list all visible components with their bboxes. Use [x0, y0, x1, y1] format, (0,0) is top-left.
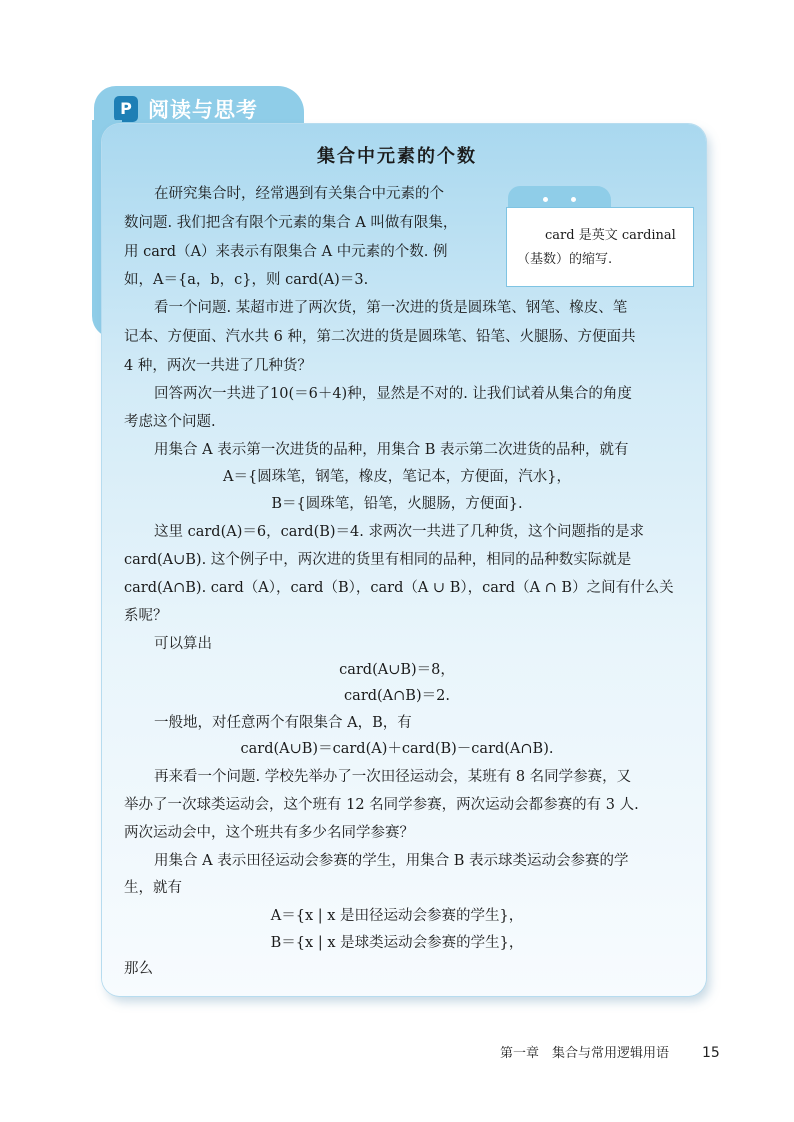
body-line: 这里 card(A)＝6，card(B)＝4. 求两次一共进了几种货，这个问题指的是求 [154, 524, 644, 540]
body-line: card(A∪B). 这个例子中，两次进的货里有相同的品种，相同的品种数实际就是 [124, 552, 632, 568]
page-number: 15 [702, 1045, 720, 1061]
body-line: 在研究集合时，经常遇到有关集合中元素的个 [154, 186, 444, 202]
article-title: 集合中元素的个数 [317, 146, 477, 167]
body-line: 考虑这个问题. [124, 414, 216, 430]
body-line: 如，A＝{a，b，c}，则 card(A)＝3. [124, 272, 369, 288]
body-line: 举办了一次球类运动会，这个班有 12 名同学参赛，两次运动会都参赛的有 3 人. [124, 797, 639, 813]
margin-note [506, 207, 694, 287]
body-line: 回答两次一共进了10(＝6＋4)种，显然是不对的. 让我们试着从集合的角度 [154, 386, 632, 402]
note-text [517, 224, 676, 272]
body-line: 可以算出 [154, 636, 212, 652]
formula-line: A＝{圆珠笔，钢笔，橡皮，笔记本，方便面，汽水}， [223, 469, 571, 485]
note-line: card 是英文 cardinal [545, 228, 676, 243]
note-line: （基数）的缩写. [517, 252, 613, 267]
formula-line: card(A∩B)＝2. [344, 688, 450, 704]
body-line: 4 种，两次一共进了几种货？ [124, 358, 312, 374]
formula-line: B＝{圆珠笔，铅笔，火腿肠，方便面}. [271, 496, 523, 512]
note-dot-icon [571, 197, 576, 202]
body-line: 用集合 A 表示第一次进货的品种，用集合 B 表示第二次进货的品种，就有 [154, 442, 629, 458]
reading-icon: P [114, 96, 138, 122]
body-line: 系呢？ [124, 608, 168, 624]
body-line: 看一个问题. 某超市进了两次货，第一次进的货是圆珠笔、钢笔、橡皮、笔 [154, 300, 628, 316]
body-line: 两次运动会中，这个班共有多少名同学参赛？ [124, 825, 414, 841]
section-title: 阅读与思考 [148, 98, 258, 122]
body-line: 一般地，对任意两个有限集合 A，B，有 [154, 715, 412, 731]
formula-line: B＝{x | x 是球类运动会参赛的学生}， [270, 935, 524, 951]
body-line: 记本、方便面、汽水共 6 种，第二次进的货是圆珠笔、铅笔、火腿肠、方便面共 [124, 329, 636, 345]
formula-line: card(A∪B)＝card(A)＋card(B)－card(A∩B). [240, 741, 554, 757]
body-line: card(A∩B). card（A），card（B），card（A ∪ B），card（A ∩ B）之间有什么关 [124, 580, 674, 596]
formula-line: A＝{x | x 是田径运动会参赛的学生}， [270, 908, 524, 924]
chapter-footer: 第一章 集合与常用逻辑用语 [500, 1046, 670, 1061]
formula-line: card(A∪B)＝8， [339, 662, 455, 678]
body-line: 用 card（A）来表示有限集合 A 中元素的个数. 例 [124, 244, 448, 260]
body-line: 那么 [124, 961, 153, 977]
body-line: 数问题. 我们把含有限个元素的集合 A 叫做有限集， [124, 215, 458, 231]
note-dot-icon [543, 197, 548, 202]
body-line: 再来看一个问题. 学校先举办了一次田径运动会，某班有 8 名同学参赛，又 [154, 769, 632, 785]
body-line: 用集合 A 表示田径运动会参赛的学生，用集合 B 表示球类运动会参赛的学 [154, 853, 629, 869]
body-line: 生，就有 [124, 880, 182, 896]
